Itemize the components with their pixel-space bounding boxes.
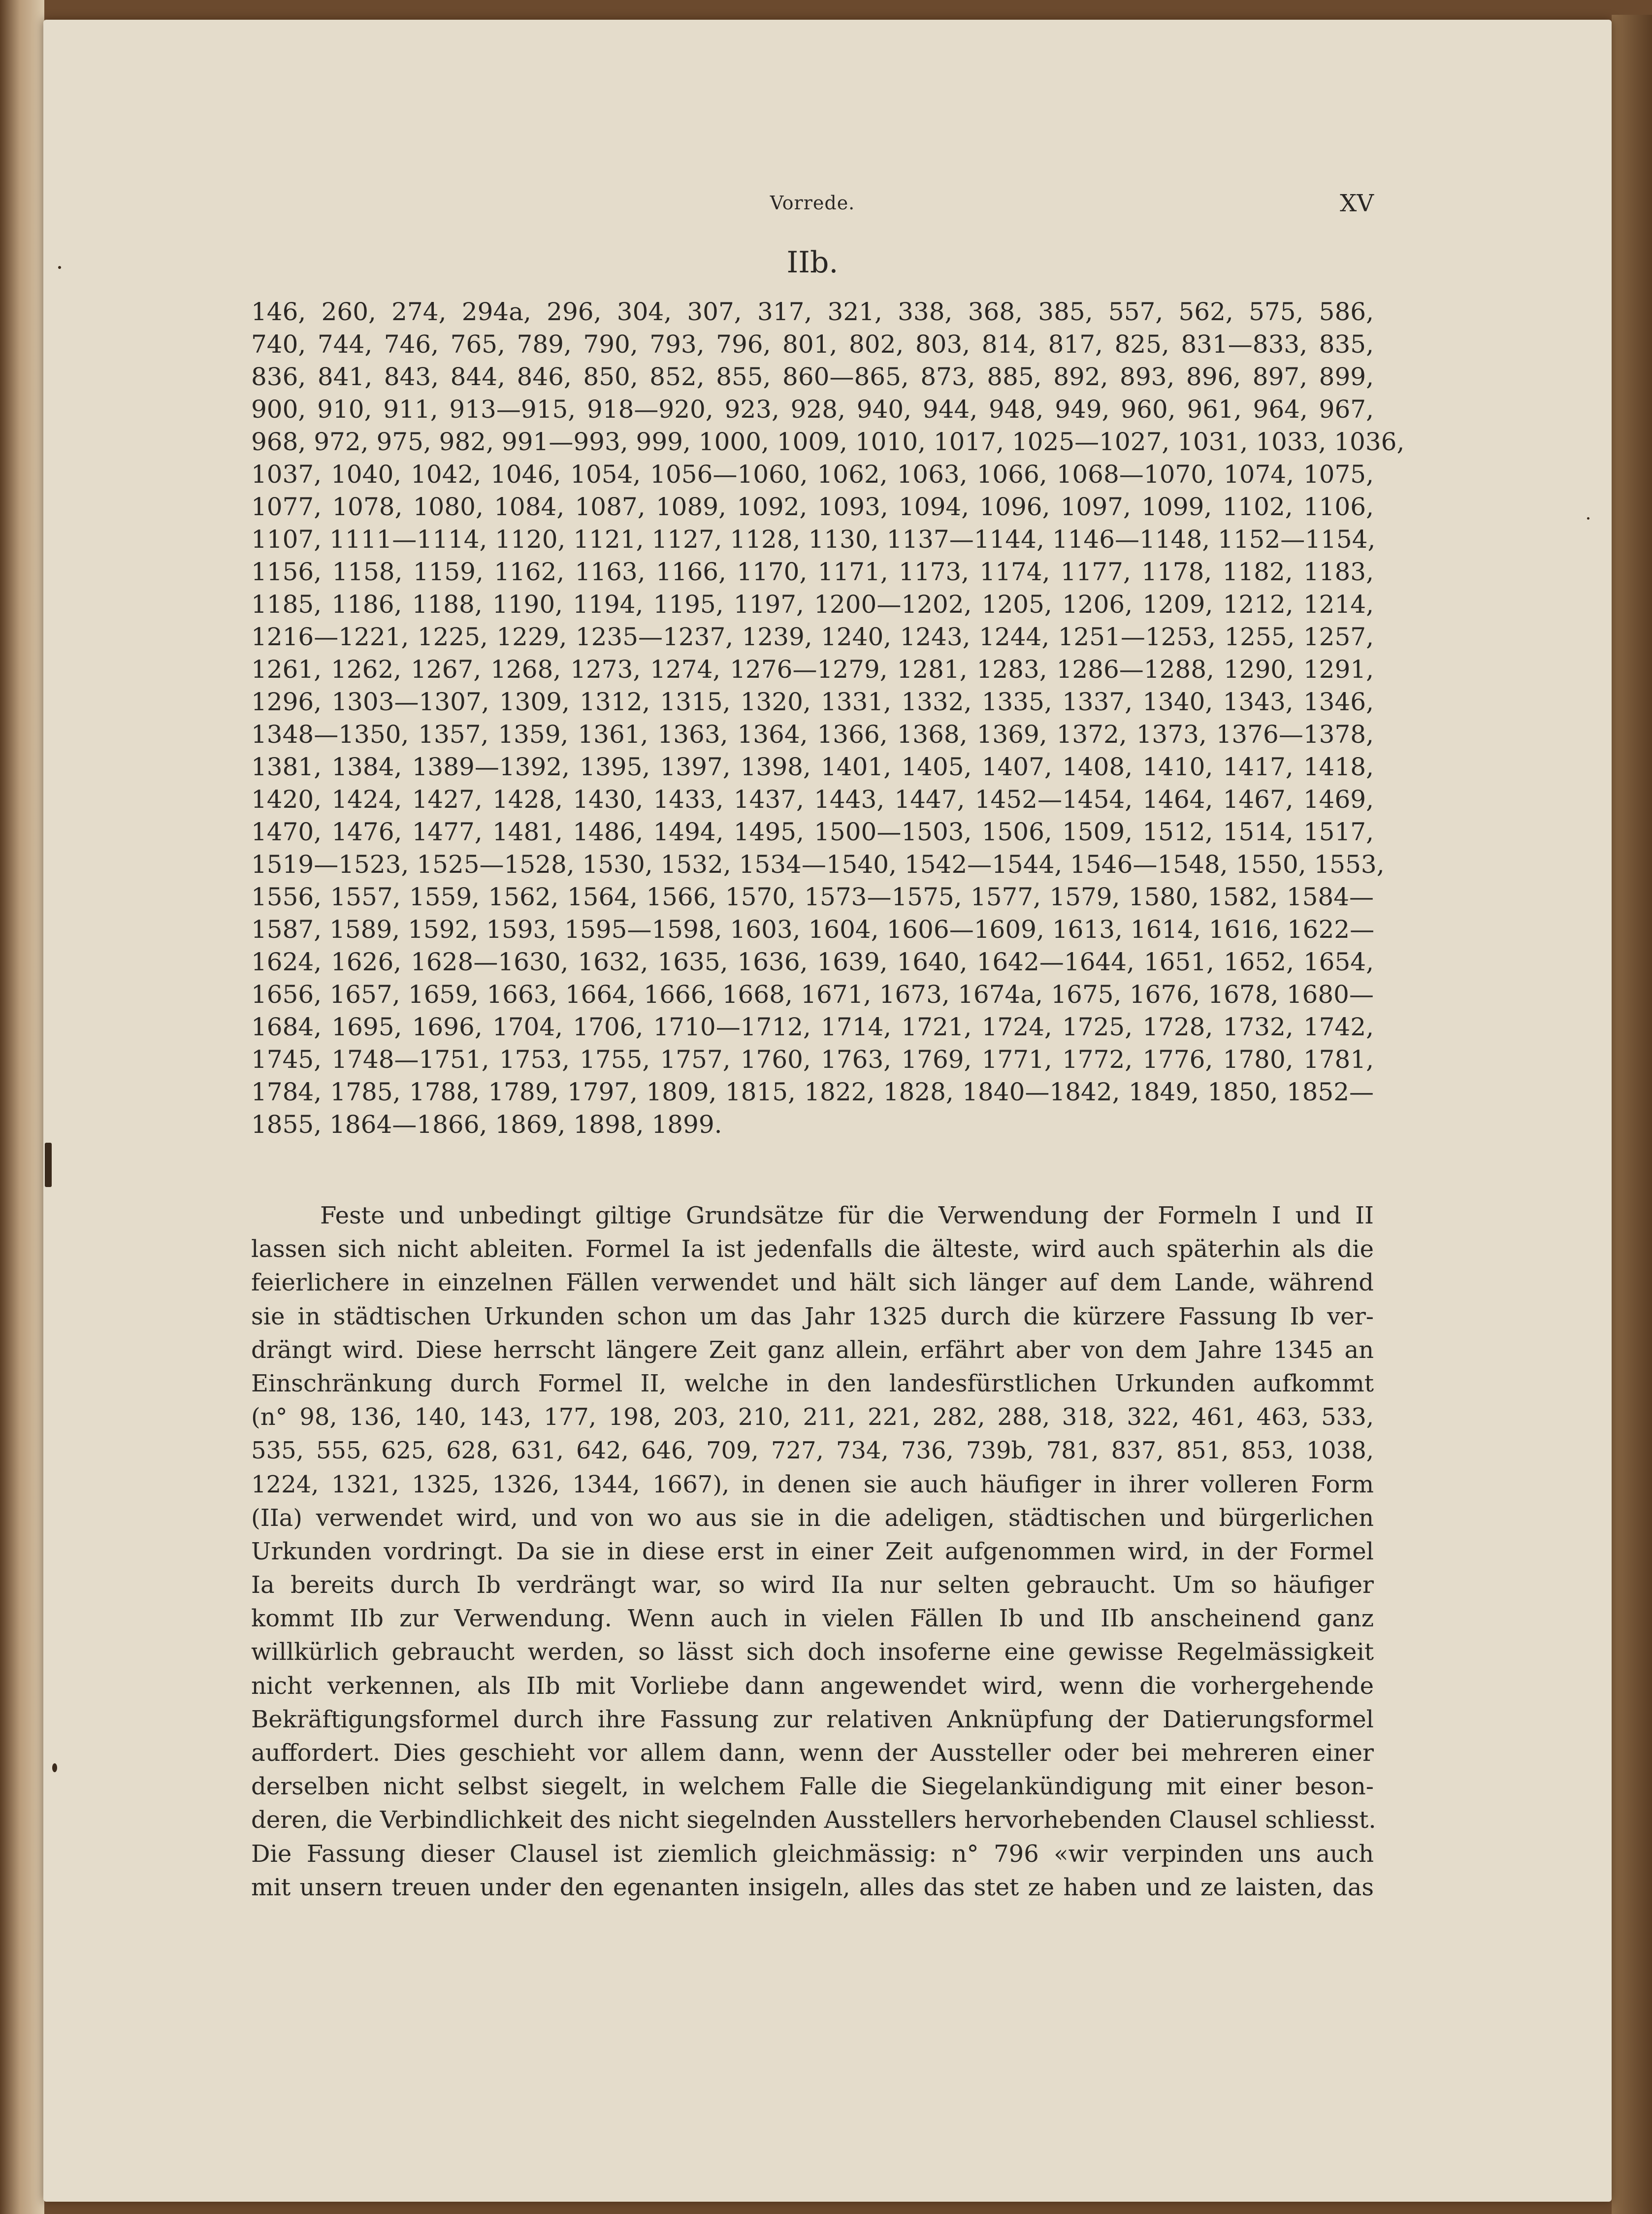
number-list-line: 1519—1523, 1525—1528, 1530, 1532, 1534—1540, 1542—1544, 1546—1548, 1550, 1553,	[251, 850, 1385, 879]
number-list-line: 146, 260, 274, 294a, 296, 304, 307, 317, 321, 338, 368, 385, 557, 562, 575, 586,	[251, 297, 1374, 326]
number-list-line: 1745, 1748—1751, 1753, 1755, 1757, 1760, 1763, 1769, 1771, 1772, 1776, 1780, 1781,	[251, 1045, 1374, 1074]
binding-edge	[0, 0, 44, 2214]
number-list-line: 1470, 1476, 1477, 1481, 1486, 1494, 1495, 1500—1503, 1506, 1509, 1512, 1514, 1517,	[251, 818, 1374, 846]
number-list-line: 1855, 1864—1866, 1869, 1898, 1899.	[251, 1110, 722, 1139]
number-list-line: 1296, 1303—1307, 1309, 1312, 1315, 1320, 1331, 1332, 1335, 1337, 1340, 1343, 1346,	[251, 688, 1374, 716]
number-list-line: 968, 972, 975, 982, 991—993, 999, 1000, 1009, 1010, 1017, 1025—1027, 1031, 1033, 1036,	[251, 428, 1405, 456]
page-header	[251, 190, 1374, 224]
section-heading: IIb.	[786, 245, 839, 280]
paragraph-line: mit unsern treuen under den egenanten insigeln, alles das stet ze haben und ze laisten, das	[251, 1873, 1374, 1901]
paragraph-line: (n° 98, 136, 140, 143, 177, 198, 203, 210, 211, 221, 282, 288, 318, 322, 461, 463, 533,	[251, 1403, 1374, 1431]
page-number: XV	[1340, 190, 1374, 217]
number-list-line: 1587, 1589, 1592, 1593, 1595—1598, 1603, 1604, 1606—1609, 1613, 1614, 1616, 1622—	[251, 915, 1375, 944]
number-list-line: 1037, 1040, 1042, 1046, 1054, 1056—1060, 1062, 1063, 1066, 1068—1070, 1074, 1075,	[251, 460, 1374, 489]
body-paragraph	[251, 1199, 1374, 1904]
paragraph-line: nicht verkennen, als IIb mit Vorliebe dann angewendet wird, wenn die vorhergehende	[251, 1672, 1374, 1700]
paragraph-line: willkürlich gebraucht werden, so lässt sich doch insoferne eine gewisse Regelmässigkeit	[251, 1638, 1374, 1666]
number-list-line: 1556, 1557, 1559, 1562, 1564, 1566, 1570, 1573—1575, 1577, 1579, 1580, 1582, 1584—	[251, 883, 1374, 911]
paragraph-line: Bekräftigungsformel durch ihre Fassung zur relativen Anknüpfung der Datierungsformel	[251, 1705, 1374, 1733]
number-list-line: 1156, 1158, 1159, 1162, 1163, 1166, 1170, 1171, 1173, 1174, 1177, 1178, 1182, 1183,	[251, 558, 1374, 586]
number-list-line: 1261, 1262, 1267, 1268, 1273, 1274, 1276—1279, 1281, 1283, 1286—1288, 1290, 1291,	[251, 655, 1374, 684]
number-list-line: 1684, 1695, 1696, 1704, 1706, 1710—1712, 1714, 1721, 1724, 1725, 1728, 1732, 1742,	[251, 1013, 1374, 1041]
paragraph-line: drängt wird. Diese herrscht längere Zeit ganz allein, erfährt aber von dem Jahre 1345 an	[251, 1336, 1374, 1364]
paragraph-line: Die Fassung dieser Clausel ist ziemlich gleichmässig: n° 796 «wir verpinden uns auch	[251, 1840, 1374, 1868]
number-list-line: 1784, 1785, 1788, 1789, 1797, 1809, 1815, 1822, 1828, 1840—1842, 1849, 1850, 1852—	[251, 1078, 1374, 1106]
paragraph-line: kommt IIb zur Verwendung. Wenn auch in vielen Fällen Ib und IIb anscheinend ganz	[251, 1605, 1374, 1633]
backing-board	[1612, 15, 1652, 2214]
paragraph-line: Einschränkung durch Formel II, welche in den landesfürstlichen Urkunden aufkommt	[251, 1369, 1374, 1397]
paragraph-line: 535, 555, 625, 628, 631, 642, 646, 709, 727, 734, 736, 739b, 781, 837, 851, 853, 1038,	[251, 1437, 1374, 1465]
number-list-line: 1216—1221, 1225, 1229, 1235—1237, 1239, 1240, 1243, 1244, 1251—1253, 1255, 1257,	[251, 623, 1374, 651]
number-list-line: 1185, 1186, 1188, 1190, 1194, 1195, 1197, 1200—1202, 1205, 1206, 1209, 1212, 1214,	[251, 590, 1374, 619]
number-list-line: 1077, 1078, 1080, 1084, 1087, 1089, 1092, 1093, 1094, 1096, 1097, 1099, 1102, 1106,	[251, 493, 1374, 521]
paragraph-line: lassen sich nicht ableiten. Formel Ia ist jedenfalls die älteste, wird auch späterhin als die	[251, 1235, 1374, 1263]
number-list-line: 740, 744, 746, 765, 789, 790, 793, 796, 801, 802, 803, 814, 817, 825, 831—833, 835,	[251, 330, 1374, 359]
paragraph-line: derselben nicht selbst siegelt, in welchem Falle die Siegelankündigung mit einer beson-	[251, 1773, 1374, 1801]
number-list-line: 1420, 1424, 1427, 1428, 1430, 1433, 1437, 1443, 1447, 1452—1454, 1464, 1467, 1469,	[251, 785, 1374, 814]
number-list-line: 1348—1350, 1357, 1359, 1361, 1363, 1364, 1366, 1368, 1369, 1372, 1373, 1376—1378,	[251, 720, 1374, 749]
running-title: Vorrede.	[770, 192, 855, 214]
paragraph-line: deren, die Verbindlichkeit des nicht siegelnden Ausstellers hervorhebenden Clausel schliesst.	[251, 1806, 1376, 1834]
paragraph-line: Feste und unbedingt giltige Grundsätze für die Verwendung der Formeln I und II	[320, 1202, 1374, 1229]
paragraph-line: 1224, 1321, 1325, 1326, 1344, 1667), in denen sie auch häufiger in ihrer volleren Form	[251, 1470, 1374, 1498]
number-list-line: 836, 841, 843, 844, 846, 850, 852, 855, 860—865, 873, 885, 892, 893, 896, 897, 899,	[251, 363, 1374, 391]
number-list-line: 1107, 1111—1114, 1120, 1121, 1127, 1128, 1130, 1137—1144, 1146—1148, 1152—1154,	[251, 525, 1376, 554]
paragraph-line: auffordert. Dies geschieht vor allem dann, wenn der Aussteller oder bei mehreren einer	[251, 1739, 1374, 1767]
number-list-line: 900, 910, 911, 913—915, 918—920, 923, 928, 940, 944, 948, 949, 960, 961, 964, 967,	[251, 395, 1374, 424]
number-list-line: 1656, 1657, 1659, 1663, 1664, 1666, 1668, 1671, 1673, 1674a, 1675, 1676, 1678, 1680—	[251, 980, 1374, 1009]
paragraph-line: Ia bereits durch Ib verdrängt war, so wird IIa nur selten gebraucht. Um so häufiger	[251, 1571, 1374, 1599]
paragraph-line: Urkunden vordringt. Da sie in diese erst in einer Zeit aufgenommen wird, in der Formel	[251, 1537, 1374, 1565]
document-number-list	[251, 296, 1405, 1141]
number-list-line: 1624, 1626, 1628—1630, 1632, 1635, 1636, 1639, 1640, 1642—1644, 1651, 1652, 1654,	[251, 948, 1374, 976]
paragraph-line: (IIa) verwendet wird, und von wo aus sie in die adeligen, städtischen und bürgerlichen	[251, 1504, 1374, 1532]
number-list-line: 1381, 1384, 1389—1392, 1395, 1397, 1398, 1401, 1405, 1407, 1408, 1410, 1417, 1418,	[251, 753, 1374, 781]
paragraph-line: sie in städtischen Urkunden schon um das Jahr 1325 durch die kürzere Fassung Ib ver-	[251, 1302, 1374, 1330]
paragraph-line: feierlichere in einzelnen Fällen verwendet und hält sich länger auf dem Lande, während	[251, 1269, 1374, 1297]
